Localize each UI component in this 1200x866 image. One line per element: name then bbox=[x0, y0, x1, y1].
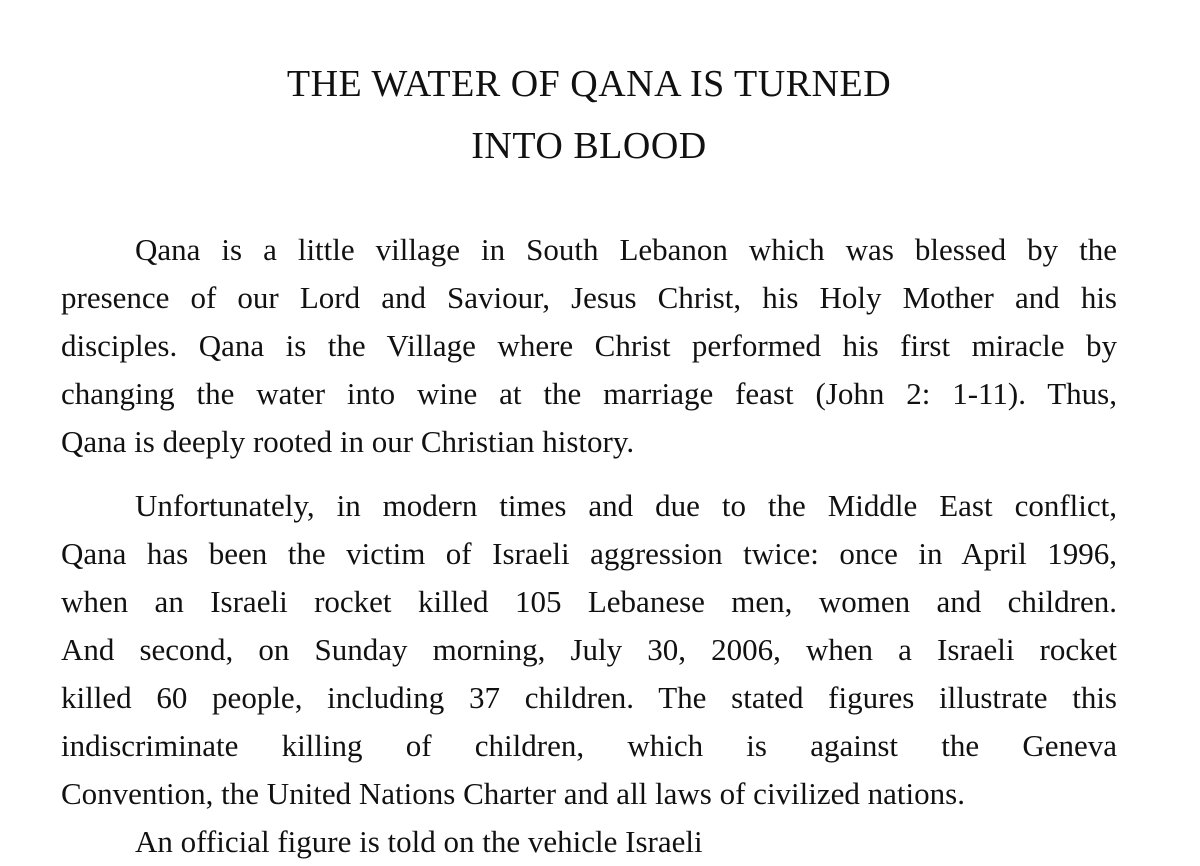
paragraph-1-line-3: disciples. Qana is the Village where Christ performed his first miracle by bbox=[61, 328, 1117, 363]
paragraph-2-line-3: when an Israeli rocket killed 105 Lebanese men, women and children. bbox=[61, 584, 1117, 619]
paragraph-2-line-4: And second, on Sunday morning, July 30, 2006, when a Israeli rocket bbox=[61, 632, 1117, 667]
title-line-1: THE WATER OF QANA IS TURNED bbox=[286, 63, 892, 105]
paragraph-2-line-7: Convention, the United Nations Charter and all laws of civilized nations. bbox=[61, 776, 965, 811]
paragraph-2-line-1: Unfortunately, in modern times and due to the Middle East conflict, bbox=[135, 488, 1117, 523]
paragraph-1-line-5: Qana is deeply rooted in our Christian history. bbox=[61, 424, 635, 459]
paragraph-2-line-5: killed 60 people, including 37 children. The stated figures illustrate this bbox=[61, 680, 1117, 715]
paragraph-2 bbox=[61, 482, 1117, 818]
paragraph-1-line-2: presence of our Lord and Saviour, Jesus Christ, his Holy Mother and his bbox=[61, 280, 1117, 315]
title-line-2: INTO BLOOD bbox=[471, 125, 707, 167]
paragraph-1-line-1: Qana is a little village in South Lebanon which was blessed by the bbox=[135, 232, 1117, 267]
paragraph-2-line-6: indiscriminate killing of children, which is against the Geneva bbox=[61, 728, 1117, 763]
cutoff-next-line bbox=[61, 824, 1117, 859]
paragraph-1-line-4: changing the water into wine at the marriage feast (John 2: 1-11). Thus, bbox=[61, 376, 1117, 411]
paragraph-1 bbox=[61, 226, 1117, 466]
cutoff-next-line-text: An official figure is told on the vehicle Israeli bbox=[135, 824, 703, 859]
paragraph-2-line-2: Qana has been the victim of Israeli aggression twice: once in April 1996, bbox=[61, 536, 1117, 571]
